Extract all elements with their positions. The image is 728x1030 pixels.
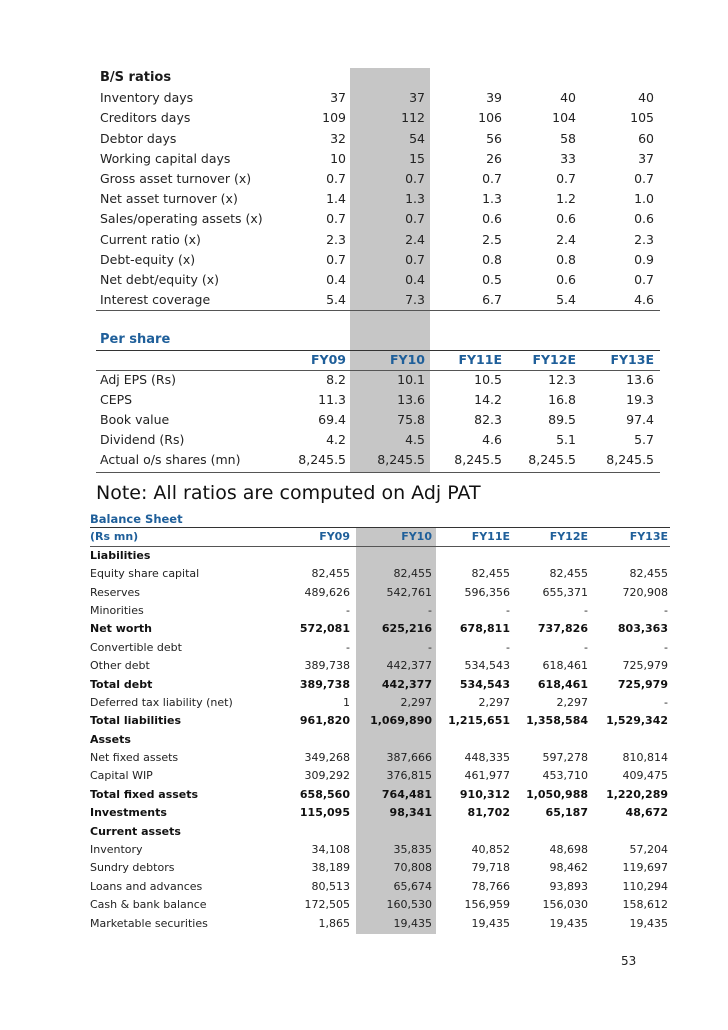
balance-sheet-unit-label: (Rs mn) <box>90 530 139 544</box>
row-value: 93,893 <box>549 879 588 893</box>
row-value: 65,187 <box>545 806 588 820</box>
row-value: 2,297 <box>556 695 588 709</box>
row-value: 542,761 <box>386 585 432 599</box>
table-row <box>90 712 668 730</box>
row-value: 8,245.5 <box>454 452 502 467</box>
row-value: 11.3 <box>318 392 346 407</box>
row-label: Net asset turnover (x) <box>100 191 238 207</box>
row-value: 109 <box>322 110 346 126</box>
row-value: 572,081 <box>299 622 350 636</box>
row-label: Inventory days <box>100 90 194 106</box>
table-row <box>90 584 668 602</box>
per-share-bottom-rule <box>96 472 660 473</box>
row-value: 349,268 <box>304 751 350 765</box>
row-value: 82,455 <box>629 567 668 581</box>
row-value: 33 <box>560 150 576 166</box>
table-row <box>100 88 654 108</box>
row-value: 160,530 <box>386 898 432 912</box>
row-value: 48,698 <box>549 843 588 857</box>
table-row <box>90 823 668 841</box>
column-header: FY09 <box>319 530 350 544</box>
row-label: Adj EPS (Rs) <box>100 372 177 387</box>
row-value: 461,977 <box>464 769 510 783</box>
row-value: 106 <box>478 110 502 126</box>
table-row <box>90 565 668 583</box>
row-value: 158,612 <box>622 898 668 912</box>
row-label: Inventory <box>90 843 143 857</box>
table-row <box>90 657 668 675</box>
balance-sheet-header-row <box>90 528 668 546</box>
row-label: Net worth <box>90 622 152 636</box>
table-row <box>90 694 668 712</box>
row-value: 112 <box>401 110 425 126</box>
row-value: 70,808 <box>393 861 432 875</box>
row-value: 4.5 <box>405 432 425 447</box>
table-row <box>100 189 654 209</box>
row-label: Equity share capital <box>90 567 200 581</box>
row-label: Convertible debt <box>90 640 182 654</box>
row-value: 4.6 <box>482 432 502 447</box>
row-value: 0.4 <box>326 271 346 287</box>
row-label: Other debt <box>90 659 150 673</box>
row-value: 156,959 <box>464 898 510 912</box>
table-row <box>90 786 668 804</box>
row-value: 0.6 <box>634 211 654 227</box>
table-row <box>100 410 654 430</box>
balance-sheet-top-rule <box>90 527 670 528</box>
row-value: 4.6 <box>634 292 654 308</box>
row-value: 376,815 <box>386 769 432 783</box>
table-row <box>100 390 654 410</box>
row-value: 34,108 <box>311 843 350 857</box>
row-value: 19,435 <box>471 916 510 930</box>
row-value: 16.8 <box>548 392 576 407</box>
row-value: 0.7 <box>405 170 425 186</box>
row-value: 8,245.5 <box>377 452 425 467</box>
table-row <box>90 896 668 914</box>
bs-ratios-title-row <box>100 68 654 88</box>
column-header: FY12E <box>532 352 576 367</box>
row-value: 80,513 <box>311 879 350 893</box>
row-label: Capital WIP <box>90 769 153 783</box>
per-share-header-row <box>100 350 654 370</box>
row-value: 389,738 <box>299 677 350 691</box>
row-value: 1.4 <box>326 191 346 207</box>
row-value: 105 <box>630 110 654 126</box>
table-row <box>100 250 654 270</box>
row-label: Net debt/equity (x) <box>100 271 220 287</box>
row-value: 0.9 <box>634 251 654 267</box>
row-value: 2.5 <box>482 231 502 247</box>
row-value: - <box>584 603 588 617</box>
table-row <box>90 915 668 933</box>
row-value: 110,294 <box>622 879 668 893</box>
row-value: 618,461 <box>537 677 588 691</box>
per-share-title: Per share <box>100 332 171 347</box>
column-header: FY12E <box>549 530 588 544</box>
row-value: 57,204 <box>629 843 668 857</box>
column-header: FY11E <box>471 530 510 544</box>
row-value: 625,216 <box>381 622 432 636</box>
row-value: 37 <box>638 150 654 166</box>
row-label: CEPS <box>100 392 133 407</box>
row-value: 1.3 <box>405 191 425 207</box>
row-value: 12.3 <box>548 372 576 387</box>
row-value: 5.7 <box>634 432 654 447</box>
row-value: - <box>346 640 350 654</box>
row-label: Book value <box>100 412 170 427</box>
row-label: Debtor days <box>100 130 177 146</box>
row-label: Assets <box>90 732 131 746</box>
row-value: 655,371 <box>542 585 588 599</box>
table-row <box>90 639 668 657</box>
row-value: 658,560 <box>299 787 350 801</box>
row-label: Sales/operating assets (x) <box>100 211 263 227</box>
per-share-title-row <box>100 330 654 350</box>
row-value: 1.2 <box>556 191 576 207</box>
row-value: 7.3 <box>405 292 425 308</box>
row-label: Marketable securities <box>90 916 208 930</box>
row-value: 98,462 <box>549 861 588 875</box>
row-value: - <box>664 640 668 654</box>
row-value: 0.7 <box>326 251 346 267</box>
ratios-note: Note: All ratios are computed on Adj PAT <box>96 482 481 504</box>
row-value: 725,979 <box>622 659 668 673</box>
row-value: 89.5 <box>548 412 576 427</box>
row-value: 35,835 <box>393 843 432 857</box>
row-value: 0.7 <box>405 251 425 267</box>
row-value: 910,312 <box>459 787 510 801</box>
row-value: 13.6 <box>626 372 654 387</box>
row-value: 104 <box>552 110 576 126</box>
column-header: FY13E <box>629 530 668 544</box>
table-row <box>100 450 654 470</box>
row-value: 8.2 <box>326 372 346 387</box>
column-header: FY13E <box>610 352 654 367</box>
table-row <box>100 209 654 229</box>
table-row <box>100 108 654 128</box>
row-value: 81,702 <box>467 806 510 820</box>
table-row <box>100 290 654 310</box>
row-label: Gross asset turnover (x) <box>100 170 252 186</box>
row-value: 1,069,890 <box>370 714 432 728</box>
row-value: 0.6 <box>556 271 576 287</box>
row-value: 803,363 <box>617 622 668 636</box>
row-value: 0.7 <box>326 211 346 227</box>
row-value: - <box>428 603 432 617</box>
row-label: Deferred tax liability (net) <box>90 695 233 709</box>
balance-sheet-title: Balance Sheet <box>90 512 183 526</box>
bs-ratios-table <box>100 68 660 310</box>
row-value: 156,030 <box>542 898 588 912</box>
row-label: Total liabilities <box>90 714 182 728</box>
row-value: 98,341 <box>389 806 432 820</box>
row-value: 442,377 <box>386 659 432 673</box>
row-value: 596,356 <box>464 585 510 599</box>
table-row <box>90 841 668 859</box>
row-value: 409,475 <box>622 769 668 783</box>
bs-ratios-title: B/S ratios <box>100 70 172 85</box>
row-value: 0.7 <box>405 211 425 227</box>
row-value: 0.8 <box>482 251 502 267</box>
table-row <box>100 270 654 290</box>
row-value: 0.7 <box>556 170 576 186</box>
row-value: 8,245.5 <box>528 452 576 467</box>
row-value: 0.8 <box>556 251 576 267</box>
row-value: 810,814 <box>622 751 668 765</box>
row-value: 1 <box>343 695 350 709</box>
row-value: 2.3 <box>634 231 654 247</box>
row-value: 54 <box>409 130 425 146</box>
row-label: Current ratio (x) <box>100 231 201 247</box>
row-value: 961,820 <box>299 714 350 728</box>
row-value: 453,710 <box>542 769 588 783</box>
row-value: 60 <box>638 130 654 146</box>
row-value: 32 <box>330 130 346 146</box>
row-value: 0.5 <box>482 271 502 287</box>
row-label: Dividend (Rs) <box>100 432 185 447</box>
row-label: Current assets <box>90 824 181 838</box>
row-value: 0.7 <box>326 170 346 186</box>
row-value: - <box>664 695 668 709</box>
per-share-table <box>100 330 660 470</box>
row-value: 389,738 <box>304 659 350 673</box>
table-row <box>100 230 654 250</box>
row-value: 119,697 <box>622 861 668 875</box>
row-value: 172,505 <box>304 898 350 912</box>
row-value: 58 <box>560 130 576 146</box>
table-row <box>90 804 668 822</box>
row-value: 489,626 <box>304 585 350 599</box>
row-label: Liabilities <box>90 548 151 562</box>
row-value: 1,215,651 <box>448 714 510 728</box>
row-label: Creditors days <box>100 110 191 126</box>
row-value: 19,435 <box>393 916 432 930</box>
row-value: 8,245.5 <box>606 452 654 467</box>
row-label: Total debt <box>90 677 153 691</box>
row-value: 2,297 <box>478 695 510 709</box>
row-value: 37 <box>330 90 346 106</box>
row-value: 40 <box>638 90 654 106</box>
table-row <box>90 749 668 767</box>
row-value: 14.2 <box>474 392 502 407</box>
page-number: 53 <box>621 954 637 968</box>
row-value: 2.4 <box>556 231 576 247</box>
row-value: 2,297 <box>400 695 432 709</box>
row-value: 1,220,289 <box>606 787 668 801</box>
row-value: 1.0 <box>634 191 654 207</box>
row-value: 79,718 <box>471 861 510 875</box>
column-header: FY10 <box>390 352 425 367</box>
row-value: 534,543 <box>459 677 510 691</box>
table-row <box>90 878 668 896</box>
row-value: 26 <box>486 150 502 166</box>
row-value: 0.7 <box>482 170 502 186</box>
row-value: 448,335 <box>464 751 510 765</box>
row-value: 0.6 <box>482 211 502 227</box>
row-label: Investments <box>90 806 167 820</box>
row-value: 764,481 <box>381 787 432 801</box>
table-row <box>90 676 668 694</box>
row-value: 0.6 <box>556 211 576 227</box>
row-label: Cash & bank balance <box>90 898 207 912</box>
table-row <box>100 370 654 390</box>
row-value: 40,852 <box>471 843 510 857</box>
row-value: 0.4 <box>405 271 425 287</box>
row-value: 56 <box>486 130 502 146</box>
row-value: 97.4 <box>626 412 654 427</box>
row-value: 10.5 <box>474 372 502 387</box>
row-value: 1.3 <box>482 191 502 207</box>
row-value: 82,455 <box>393 567 432 581</box>
row-label: Sundry debtors <box>90 861 175 875</box>
row-value: - <box>346 603 350 617</box>
row-value: 387,666 <box>386 751 432 765</box>
table-row <box>90 731 668 749</box>
row-value: - <box>506 603 510 617</box>
row-label: Minorities <box>90 603 144 617</box>
row-value: 15 <box>409 150 425 166</box>
row-value: 0.7 <box>634 170 654 186</box>
row-value: 82,455 <box>549 567 588 581</box>
row-value: 309,292 <box>304 769 350 783</box>
column-header: FY09 <box>311 352 346 367</box>
row-value: 5.4 <box>326 292 346 308</box>
table-row <box>100 430 654 450</box>
row-label: Total fixed assets <box>90 787 199 801</box>
row-value: 40 <box>560 90 576 106</box>
row-value: 720,908 <box>622 585 668 599</box>
balance-sheet-title-row <box>90 510 668 528</box>
column-header: FY10 <box>401 530 432 544</box>
row-value: 78,766 <box>471 879 510 893</box>
row-value: 8,245.5 <box>298 452 346 467</box>
row-value: 69.4 <box>318 412 346 427</box>
row-label: Actual o/s shares (mn) <box>100 452 241 467</box>
row-value: 19,435 <box>629 916 668 930</box>
row-value: 19.3 <box>626 392 654 407</box>
balance-sheet-table <box>90 510 670 933</box>
row-value: 6.7 <box>482 292 502 308</box>
row-value: 1,529,342 <box>606 714 668 728</box>
per-share-header-rule <box>96 370 660 371</box>
row-value: 37 <box>409 90 425 106</box>
row-value: 678,811 <box>459 622 510 636</box>
row-value: - <box>506 640 510 654</box>
row-value: - <box>428 640 432 654</box>
table-row <box>100 149 654 169</box>
balance-sheet-header-rule <box>90 546 670 547</box>
row-value: 1,358,584 <box>526 714 588 728</box>
column-header: FY11E <box>458 352 502 367</box>
table-row <box>90 620 668 638</box>
row-value: 48,672 <box>625 806 668 820</box>
row-value: 725,979 <box>617 677 668 691</box>
row-value: 82,455 <box>311 567 350 581</box>
row-value: 19,435 <box>549 916 588 930</box>
row-label: Interest coverage <box>100 292 211 308</box>
row-label: Reserves <box>90 585 140 599</box>
row-value: 82,455 <box>471 567 510 581</box>
row-value: - <box>584 640 588 654</box>
row-value: 2.4 <box>405 231 425 247</box>
row-value: 1,865 <box>318 916 350 930</box>
row-value: 597,278 <box>542 751 588 765</box>
row-value: 5.4 <box>556 292 576 308</box>
row-value: 4.2 <box>326 432 346 447</box>
row-label: Working capital days <box>100 150 231 166</box>
row-label: Net fixed assets <box>90 751 179 765</box>
row-value: 737,826 <box>537 622 588 636</box>
table-row <box>100 169 654 189</box>
row-value: 13.6 <box>397 392 425 407</box>
bs-ratios-bottom-rule <box>96 310 660 311</box>
row-value: 442,377 <box>381 677 432 691</box>
row-value: 618,461 <box>542 659 588 673</box>
row-value: 10 <box>330 150 346 166</box>
row-value: 115,095 <box>299 806 350 820</box>
row-value: 38,189 <box>311 861 350 875</box>
row-value: 1,050,988 <box>526 787 588 801</box>
row-value: 534,543 <box>464 659 510 673</box>
row-label: Loans and advances <box>90 879 203 893</box>
table-row <box>90 602 668 620</box>
row-value: 5.1 <box>556 432 576 447</box>
table-row <box>100 129 654 149</box>
row-value: 0.7 <box>634 271 654 287</box>
row-value: - <box>664 603 668 617</box>
table-row <box>90 859 668 877</box>
table-row <box>90 767 668 785</box>
row-value: 65,674 <box>393 879 432 893</box>
row-value: 10.1 <box>397 372 425 387</box>
row-value: 82.3 <box>474 412 502 427</box>
row-value: 75.8 <box>397 412 425 427</box>
row-value: 39 <box>486 90 502 106</box>
row-value: 2.3 <box>326 231 346 247</box>
table-row <box>90 547 668 565</box>
row-label: Debt-equity (x) <box>100 251 196 267</box>
per-share-top-rule <box>96 350 660 351</box>
